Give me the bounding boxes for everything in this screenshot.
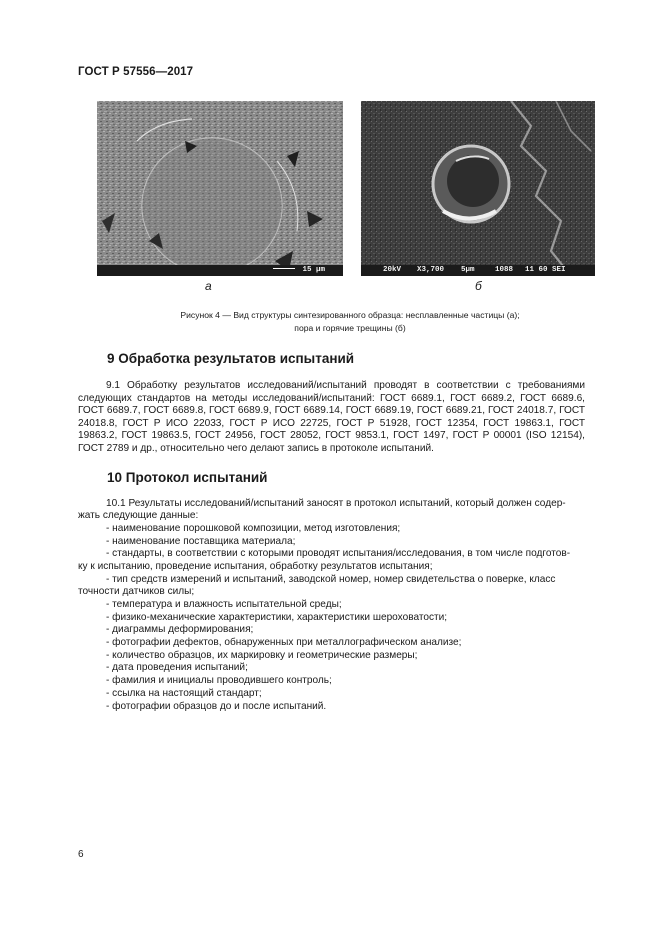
micrograph-a-scale-label: 15 µm [302, 266, 325, 274]
micrograph-a-scale-bar [273, 268, 295, 269]
section-10-paragraph-line1: 10.1 Результаты исследований/испытаний заносят в протокол испытаний, который должен содер- [106, 498, 566, 509]
list-item: - фамилия и инициалы проводившего контроль; [106, 675, 332, 686]
page-number: 6 [78, 849, 84, 860]
list-item: - физико-механические характеристики, характеристики шероховатости; [106, 612, 448, 623]
sem-scale: 5µm [461, 266, 475, 274]
section-9-title: 9 Обработка результатов испытаний [107, 351, 355, 366]
section-10-title: 10 Протокол испытаний [107, 470, 268, 485]
list-item: - наименование порошковой композиции, метод изготовления; [106, 523, 401, 534]
document-header: ГОСТ Р 57556—2017 [78, 66, 194, 78]
section-9-paragraph: 9.1 Обработку результатов исследований/испытаний проводят в соответствии с требованиями следующих стандартов на методы исследований/испытаний: ГОСТ 6689.1, ГОСТ 6689.2, ГОСТ 6689.6, ГОСТ 6689.7, ГОСТ 6689.8, ГОСТ 6689.9, ГОСТ 6689.14, ГОСТ 6689.19, ГОСТ 6689.21, ГОСТ 24018.7, ГОСТ 24018.8, ГОСТ Р ИСО 22033, ГОСТ Р ИСО 22725, ГОСТ Р 51928, ГОСТ 12354, ГОСТ 19863.1, ГОСТ 19863.2, ГОСТ 19863.5, ГОСТ 24956, ГОСТ 28052, ГОСТ 9853.1, ГОСТ 1497, ГОСТ Р 00001 (ISO 12154), ГОСТ 2789 и др., относительно чего делают запись в протоколе испытаний. [78, 380, 585, 454]
micrograph-pore-and-cracks [361, 101, 595, 276]
micrograph-b-image [361, 101, 595, 276]
list-item: - диаграммы деформирования; [106, 624, 254, 635]
list-item-continuation: ку к испытанию, проведение испытания, обработку результатов испытания; [78, 561, 433, 572]
list-item: - фотографии дефектов, обнаруженных при металлографическом анализе; [106, 637, 462, 648]
sem-magnification: X3,700 [417, 266, 445, 274]
micrograph-a-info-bar [97, 265, 343, 276]
micrograph-a-image [97, 101, 343, 276]
figure-caption-line2: пора и горячие трещины (б) [294, 323, 406, 333]
list-item-continuation: точности датчиков силы; [78, 586, 195, 597]
sem-number: 1088 [495, 266, 514, 274]
figure-sublabel-b: б [475, 279, 482, 293]
list-item: - наименование поставщика материала; [106, 536, 296, 547]
sem-extra: 11 60 SEI [525, 266, 566, 274]
section-10-paragraph-line2: жать следующие данные: [78, 510, 199, 521]
list-item: - дата проведения испытаний; [106, 662, 248, 673]
list-item: - тип средств измерений и испытаний, заводской номер, номер свидетельства о поверке, класс [106, 574, 556, 585]
micrograph-unfused-particles [97, 101, 343, 276]
figure-caption-line1: Рисунок 4 — Вид структуры синтезированного образца: несплавленные частицы (а); [180, 310, 520, 320]
micrograph-b-info-bar [361, 265, 595, 276]
list-item: - ссылка на настоящий стандарт; [106, 688, 262, 699]
list-item: - стандарты, в соответствии с которыми проводят испытания/исследования, в том числе подготов- [106, 548, 571, 559]
list-item: - фотографии образцов до и после испытаний. [106, 701, 327, 712]
list-item: - количество образцов, их маркировку и геометрические размеры; [106, 650, 418, 661]
sem-voltage: 20kV [383, 266, 402, 274]
figure-sublabel-a: а [205, 279, 212, 293]
list-item: - температура и влажность испытательной среды; [106, 599, 342, 610]
